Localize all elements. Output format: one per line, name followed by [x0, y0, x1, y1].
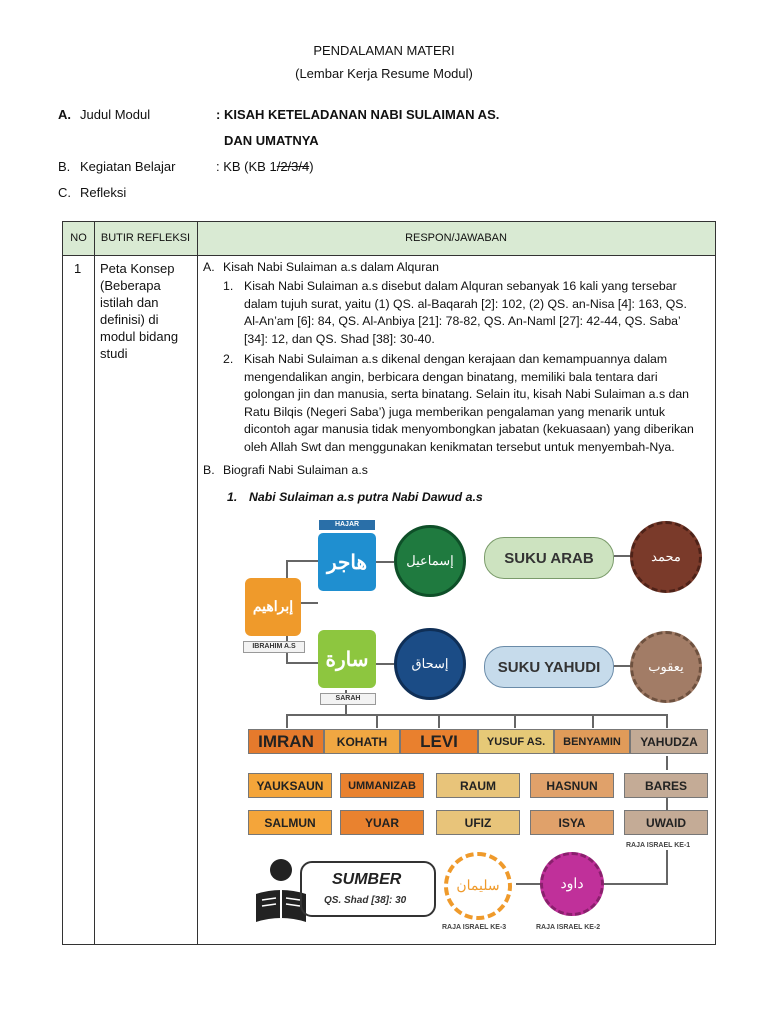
- raja-1-caption: RAJA ISRAEL KE-1: [626, 842, 691, 849]
- reflection-table: [62, 221, 716, 945]
- meta-a-label: A.: [58, 107, 71, 122]
- row-number: 1: [74, 261, 82, 276]
- connector-line: [376, 663, 394, 665]
- meta-b-value: [216, 159, 314, 174]
- meta-a-value-2: DAN UMATNYA: [224, 133, 319, 148]
- sumber-reference: QS. Shad [38]: 30: [324, 895, 407, 906]
- row-item-line: modul bidang: [100, 329, 179, 344]
- connector-line: [376, 561, 394, 563]
- hajar-calligraphy-icon: هاجر: [318, 533, 376, 591]
- header-item: BUTIR REFLEKSI: [100, 232, 191, 244]
- paragraph-line: golongan jin dan manusia, serta binatang. Selain itu, kisah Nabi Sulaiman a.s dan: [244, 387, 690, 401]
- meta-b-value-post: ): [309, 159, 314, 174]
- connector-line: [666, 714, 668, 728]
- dawud-calligraphy-icon: داود: [540, 852, 604, 916]
- table-col-no: [63, 222, 95, 944]
- item-a1-text: [244, 278, 714, 348]
- connector-line: [614, 665, 630, 667]
- tribe-box: RAUM: [436, 773, 520, 798]
- connector-line: [666, 850, 668, 884]
- paragraph-line: [34]: 12, dan QS. Shad [38]: 30-40.: [244, 331, 435, 346]
- tribe-box: UWAID: [624, 810, 708, 835]
- raja-3-caption: RAJA ISRAEL KE-3: [442, 924, 507, 931]
- tribe-box: YAUKSAUN: [248, 773, 332, 798]
- ibrahim-calligraphy-icon: إبراهيم: [245, 578, 301, 636]
- connector-line: [376, 714, 378, 728]
- row-item-line: istilah dan: [100, 295, 159, 310]
- paragraph-line: dalam tujuh surat, yaitu (1) QS. al-Baqarah [2]: 102, (2) QS. an-Nisa [4]: 163, QS.: [244, 296, 687, 311]
- connector-line: [286, 714, 288, 728]
- sarah-tag: SARAH: [320, 693, 376, 705]
- tribe-box: UMMANIZAB: [340, 773, 424, 798]
- meta-c-key: Refleksi: [80, 185, 127, 200]
- item-a2-text: [244, 351, 714, 456]
- tribe-box: YAHUDZA: [630, 729, 708, 754]
- section-a-title: Kisah Nabi Sulaiman a.s dalam Alquran: [223, 260, 439, 274]
- meta-c-label: C.: [58, 185, 71, 200]
- document-subtitle: (Lembar Kerja Resume Modul): [295, 66, 473, 81]
- connector-line: [438, 714, 440, 728]
- document-title: PENDALAMAN MATERI: [313, 43, 455, 58]
- meta-b-label: B.: [58, 159, 71, 174]
- suku-yahudi-label: SUKU YAHUDI: [484, 646, 614, 688]
- connector-line: [592, 714, 594, 728]
- row-item-line: studi: [100, 346, 128, 361]
- connector-line: [614, 555, 630, 557]
- header-response: RESPON/JAWABAN: [405, 232, 507, 244]
- tribe-box: KOHATH: [324, 729, 400, 754]
- ismail-calligraphy-icon: إسماعيل: [394, 525, 466, 597]
- item-b1-title: Nabi Sulaiman a.s putra Nabi Dawud a.s: [249, 490, 483, 504]
- meta-b-value-pre: : KB (KB 1: [216, 159, 277, 174]
- suku-arab-label: SUKU ARAB: [484, 537, 614, 579]
- row-item-line: (Beberapa: [100, 278, 161, 293]
- tribe-box: UFIZ: [436, 810, 520, 835]
- paragraph-line: Kisah Nabi Sulaiman a.s disebut dalam Alquran sebanyak 16 kali yang tersebar: [244, 279, 677, 293]
- ishaq-calligraphy-icon: إسحاق: [394, 628, 466, 700]
- paragraph-line: dicontoh agar manusia tidak menyombongkan jabatan (kekuasaan) yang diberikan: [244, 422, 694, 436]
- tribe-box: YUAR: [340, 810, 424, 835]
- connector-line: [286, 714, 668, 716]
- row-item-line: definisi) di: [100, 312, 159, 327]
- tribe-box: BARES: [624, 773, 708, 798]
- section-b-label: B.: [203, 463, 215, 477]
- item-a2-number: 2.: [223, 352, 234, 366]
- meta-a-value-1: : KISAH KETELADANAN NABI SULAIMAN AS.: [216, 107, 500, 122]
- item-b1-number: 1.: [227, 490, 238, 504]
- tribe-box: LEVI: [400, 729, 478, 754]
- paragraph-line: oleh Allah Swt dan menggunakan kenikmatan tersebut untuk menyembah-Nya.: [244, 439, 675, 454]
- section-a-label: A.: [203, 260, 215, 274]
- row-item-text: [100, 260, 178, 362]
- paragraph-line: mengendalikan angin, berbicara dengan binatang, memiliki bala tentara dari: [244, 369, 658, 384]
- row-item-line: Peta Konsep: [100, 261, 175, 276]
- connector-line: [286, 560, 318, 562]
- sumber-card: [300, 861, 436, 917]
- connector-line: [514, 714, 516, 728]
- raja-2-caption: RAJA ISRAEL KE-2: [536, 924, 601, 931]
- connector-line: [516, 883, 542, 885]
- connector-line: [286, 662, 318, 664]
- sulaiman-calligraphy-icon: سليمان: [444, 852, 512, 920]
- meta-b-value-struck: /2/3/4: [276, 159, 310, 174]
- meta-a-key: Judul Modul: [80, 107, 151, 122]
- yaqub-calligraphy-icon: يعقوب: [630, 631, 702, 703]
- tribe-box: YUSUF AS.: [478, 729, 554, 754]
- item-a1-number: 1.: [223, 279, 234, 293]
- paragraph-line: Al-An’am [6]: 84, QS. Al-Anbiya [21]: 78-82, QS. An-Naml [27]: 42-44, QS. Saba’: [244, 314, 681, 328]
- section-b-title: Biografi Nabi Sulaiman a.s: [223, 463, 368, 477]
- hajar-tag: HAJAR: [319, 520, 375, 530]
- tribe-box: SALMUN: [248, 810, 332, 835]
- sarah-calligraphy-icon: سارة: [318, 630, 376, 688]
- meta-b-key: Kegiatan Belajar: [80, 159, 176, 174]
- tribe-box: IMRAN: [248, 729, 324, 754]
- connector-line: [604, 883, 668, 885]
- header-no: NO: [70, 232, 87, 244]
- tribe-box: BENYAMIN: [554, 729, 630, 754]
- connector-line: [666, 756, 668, 770]
- paragraph-line: Kisah Nabi Sulaiman a.s dikenal dengan kerajaan dan kemampuannya dalam: [244, 352, 668, 366]
- ibrahim-tag: IBRAHIM A.S: [243, 641, 305, 653]
- paragraph-line: Ratu Bilqis (Negeri Saba’) juga memberikan pengalaman yang menarik untuk: [244, 404, 666, 419]
- muhammad-calligraphy-icon: محمد: [630, 521, 702, 593]
- sumber-title: SUMBER: [332, 871, 402, 888]
- tribe-box: HASNUN: [530, 773, 614, 798]
- tribe-box: ISYA: [530, 810, 614, 835]
- connector-line: [666, 796, 668, 810]
